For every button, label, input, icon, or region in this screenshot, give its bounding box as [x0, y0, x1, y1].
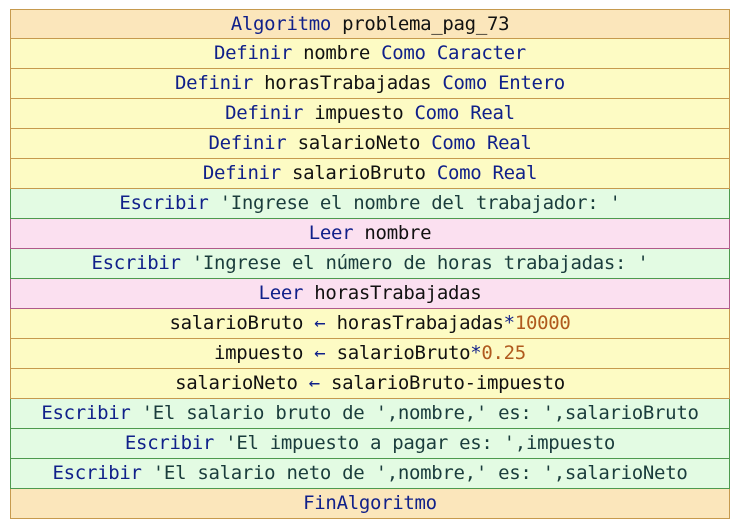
assignment-row [10, 339, 730, 369]
keyword: Como Caracter [381, 42, 526, 64]
identifier: salarioBruto [280, 162, 437, 184]
keyword: Escribir [119, 192, 209, 214]
identifier: salarioNeto [175, 372, 309, 394]
write-row [10, 429, 730, 459]
number-literal: 0.25 [481, 342, 526, 364]
write-row [10, 249, 730, 279]
keyword: Como Real [436, 162, 538, 184]
definition-row [10, 129, 730, 159]
keyword: ← [314, 312, 326, 334]
string-literal: 'Ingrese el nombre del trabajador: ' [208, 192, 621, 214]
identifier: nombre [353, 222, 432, 244]
keyword: Leer [308, 222, 354, 244]
terminal-row [10, 9, 730, 39]
identifier: problema_pag_73 [331, 13, 510, 35]
keyword: ← [314, 342, 326, 364]
terminal-row [10, 489, 730, 519]
assignment-row [10, 309, 730, 339]
definition-row [10, 159, 730, 189]
read-row [10, 219, 730, 249]
write-row [10, 459, 730, 489]
read-row [10, 279, 730, 309]
identifier: horasTrabajadas [253, 72, 443, 94]
identifier: nombre [292, 42, 382, 64]
identifier: salarioBruto-impuesto [319, 372, 565, 394]
keyword: Como Entero [442, 72, 565, 94]
keyword: Escribir [91, 252, 181, 274]
keyword: Definir [214, 42, 293, 64]
keyword: Como Real [414, 102, 515, 124]
identifier: horasTrabajadas [303, 282, 482, 304]
write-row [10, 399, 730, 429]
keyword: Definir [225, 102, 304, 124]
pseudocode-chart [10, 9, 730, 519]
keyword: FinAlgoritmo [303, 492, 437, 514]
keyword: Algoritmo [230, 13, 332, 35]
identifier: salarioNeto [286, 132, 432, 154]
identifier: impuesto [214, 342, 315, 364]
keyword: Escribir [41, 402, 131, 424]
identifier: horasTrabajadas [325, 312, 504, 334]
write-row [10, 189, 730, 219]
keyword: * [470, 342, 482, 364]
definition-row [10, 39, 730, 69]
string-literal: 'Ingrese el número de horas trabajadas: ' [180, 252, 649, 274]
identifier: impuesto [303, 102, 415, 124]
number-literal: 10000 [514, 312, 571, 334]
keyword: Escribir [52, 462, 142, 484]
assignment-row [10, 369, 730, 399]
definition-row [10, 69, 730, 99]
keyword: Definir [175, 72, 254, 94]
string-literal: 'El impuesto a pagar es: ',impuesto [214, 432, 616, 454]
keyword: * [503, 312, 515, 334]
keyword: ← [308, 372, 320, 394]
keyword: Leer [258, 282, 304, 304]
identifier: salarioBruto [325, 342, 471, 364]
definition-row [10, 99, 730, 129]
keyword: Escribir [124, 432, 215, 454]
keyword: Definir [208, 132, 287, 154]
keyword: Como Real [431, 132, 532, 154]
keyword: Definir [202, 162, 281, 184]
string-literal: 'El salario neto de ',nombre,' es: ',salarioNeto [141, 462, 688, 484]
string-literal: 'El salario bruto de ',nombre,' es: ',salarioBruto [130, 402, 699, 424]
identifier: salarioBruto [169, 312, 315, 334]
